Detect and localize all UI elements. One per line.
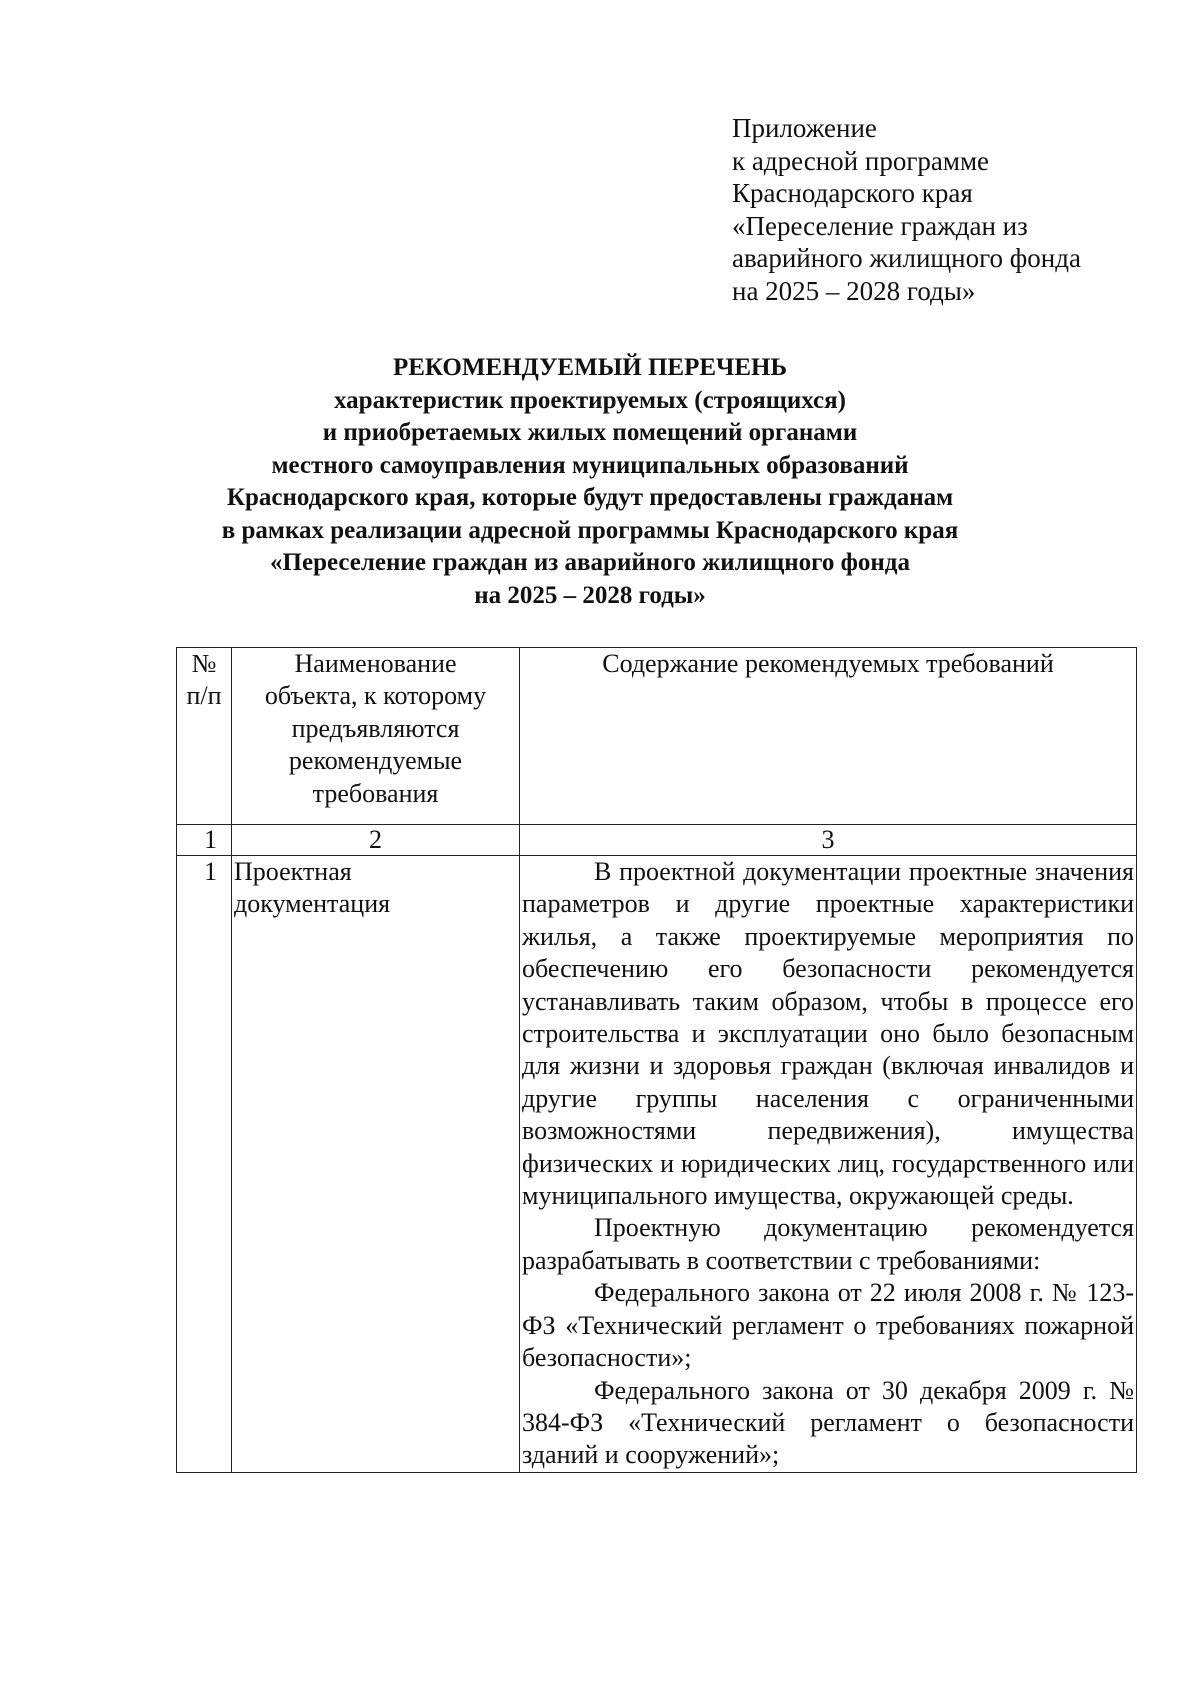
document-title: РЕКОМЕНДУЕМЫЙ ПЕРЕЧЕНЬ [392,354,788,381]
header-object-line: рекомендуемые [288,746,463,776]
table-row [177,856,1137,1473]
requirements-table [176,647,1137,1473]
document-heading [150,352,1030,612]
header-requirements [520,648,1137,825]
requirement-paragraph: В проектной документации проектные значения параметров и другие проектные характеристики жилья, а также проектируемые мероприятия по обеспечению его безопасности рекомендуется устанавливать таким образом, чтобы в процессе его строительства и эксплуатации оно было безопасным для жизни и здоровья граждан (включая инвалидов и другие группы населения с ограниченными возможностями передвижения), имущества физических и юридических лиц, государственного или муниципального имущества, окружающей среды. [522,857,1134,1211]
appendix-line: Приложение [732,113,877,143]
appendix-line: «Переселение граждан из [732,210,1028,241]
header-object [232,648,520,825]
header-object-line: предъявляются [291,713,460,743]
row-requirements [520,856,1137,1473]
appendix-line: аварийного жилищного фонда [732,243,1081,273]
requirement-paragraph: Федерального закона от 30 декабря 2009 г. № 384-ФЗ «Технический регламент о безопасности зданий и сооружений»; [522,1375,1134,1470]
heading-line: характеристик проектируемых (строящихся) [334,386,846,414]
header-object-line: Наименование [294,649,457,678]
requirement-paragraph: Проектную документацию рекомендуется разрабатывать в соответствии с требованиями: [522,1213,1134,1275]
table-header-row [177,648,1137,825]
header-object-line: требования [312,778,439,808]
heading-line: местного самоуправления муниципальных образований [271,451,909,479]
appendix-block [732,112,1152,307]
column-number: 2 [232,825,520,856]
column-number: 1 [177,825,232,856]
appendix-line: Краснодарского края [732,178,973,208]
appendix-line: на 2025 – 2028 годы» [732,275,976,306]
row-number: 1 [177,856,232,1473]
header-number [177,648,232,825]
heading-line: Краснодарского края, которые будут предоставлены гражданам [226,484,954,511]
heading-line: в рамках реализации адресной программы Краснодарского края [221,516,959,544]
heading-line: «Переселение граждан из аварийного жилищного фонда [270,549,910,576]
header-object-line: объекта, к которому [264,681,487,711]
heading-line: и приобретаемых жилых помещений органами [322,419,858,446]
column-number: 3 [520,825,1137,856]
header-requirements-text: Содержание рекомендуемых требований [602,649,1054,678]
appendix-line: к адресной программе [732,145,990,176]
column-number-row [177,825,1137,856]
heading-line: на 2025 – 2028 годы» [474,581,706,609]
row-object-line: документация [234,889,391,919]
header-number-symbol: № [191,649,217,678]
row-object [232,856,520,1473]
requirement-paragraph: Федерального закона от 22 июля 2008 г. № 123-ФЗ «Технический регламент о требованиях пожарной безопасности»; [522,1278,1134,1373]
header-number-label: п/п [186,681,222,711]
row-object-line: Проектная [234,857,352,886]
